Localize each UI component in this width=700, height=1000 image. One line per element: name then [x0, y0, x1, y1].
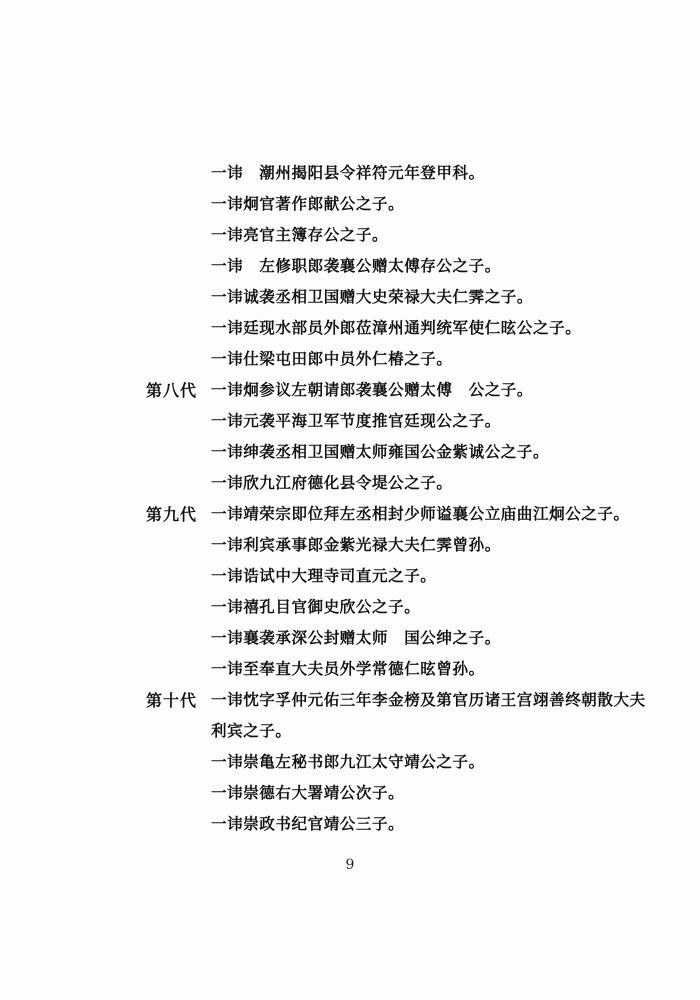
genealogy-entry: [0, 747, 700, 778]
genealogy-text-block: [0, 158, 700, 840]
genealogy-entry: [0, 685, 700, 716]
genealogy-entry: [0, 654, 700, 685]
genealogy-entry: [0, 623, 700, 654]
entry-text: 一讳崇德右大署靖公次子。: [211, 784, 405, 802]
entry-text: 一讳仕梁屯田郎中员外仁椿之子。: [211, 350, 453, 368]
genealogy-entry: [0, 251, 700, 282]
genealogy-entry: [0, 313, 700, 344]
entry-text: 一讳亮官主簿存公之子。: [211, 226, 389, 244]
entry-text: 一讳廷现水部员外郎莅漳州通判统军使仁昡公之子。: [211, 319, 582, 337]
genealogy-entry: [0, 158, 700, 189]
generation-label: 第九代: [146, 505, 198, 524]
entry-text: 一讳至奉直大夫员外学常德仁昡曾孙。: [211, 660, 485, 678]
entry-text: 一讳利宾承事郎金紫光禄大夫仁霁曾孙。: [211, 536, 501, 554]
entry-text: 一讳崇政书纪官靖公三子。: [211, 815, 405, 833]
genealogy-entry: [0, 189, 700, 220]
genealogy-entry: [0, 809, 700, 840]
entry-text: 一讳禧孔目官御史欣公之子。: [211, 598, 421, 616]
genealogy-entry: [0, 778, 700, 809]
entry-text: 一讳欣九江府德化县令堤公之子。: [211, 474, 453, 492]
entry-text: 一讳诰试中大理寺司直元之子。: [211, 567, 437, 585]
genealogy-entry: [0, 282, 700, 313]
page-number: 9: [345, 857, 355, 873]
genealogy-entry: [0, 220, 700, 251]
entry-text: 利宾之子。: [211, 722, 292, 740]
entry-text: 一讳诚袭丞相卫国赠大史荣禄大夫仁霁之子。: [211, 288, 534, 306]
genealogy-entry: [0, 468, 700, 499]
entry-text: 一讳 潮州揭阳县令祥符元年登甲科。: [211, 164, 485, 182]
genealogy-entry: [0, 406, 700, 437]
entry-text: 一讳襄袭承深公封赠太师 国公绅之子。: [211, 629, 501, 647]
genealogy-entry: [0, 561, 700, 592]
genealogy-entry: [0, 592, 700, 623]
genealogy-entry: [0, 375, 700, 406]
entry-text: 一讳绅袭丞相卫国赠太师雍国公金紫诚公之子。: [211, 443, 550, 461]
generation-label: 第八代: [146, 381, 198, 400]
entry-text: 一讳炯参议左朝请郎袭襄公赠太傅 公之子。: [211, 381, 534, 399]
genealogy-entry: [0, 437, 700, 468]
genealogy-entry-continuation: [0, 716, 700, 747]
entry-text: 一讳靖荣宗即位拜左丞相封少师谥襄公立庙曲江炯公之子。: [211, 505, 630, 523]
entry-text: 一讳元袭平海卫军节度推官廷现公之子。: [211, 412, 501, 430]
entry-text: 一讳 左修职郎袭襄公赠太傅存公之子。: [211, 257, 501, 275]
genealogy-entry: [0, 344, 700, 375]
entry-text: 一讳忱字孚仲元佑三年李金榜及第官历诸王宫翊善终朝散大夫: [211, 691, 646, 709]
entry-text: 一讳炯官著作郎献公之子。: [211, 195, 405, 213]
entry-text: 一讳崇亀左秘书郎九江太守靖公之子。: [211, 753, 485, 771]
generation-label: 第十代: [146, 691, 198, 710]
genealogy-entry: [0, 499, 700, 530]
genealogy-entry: [0, 530, 700, 561]
